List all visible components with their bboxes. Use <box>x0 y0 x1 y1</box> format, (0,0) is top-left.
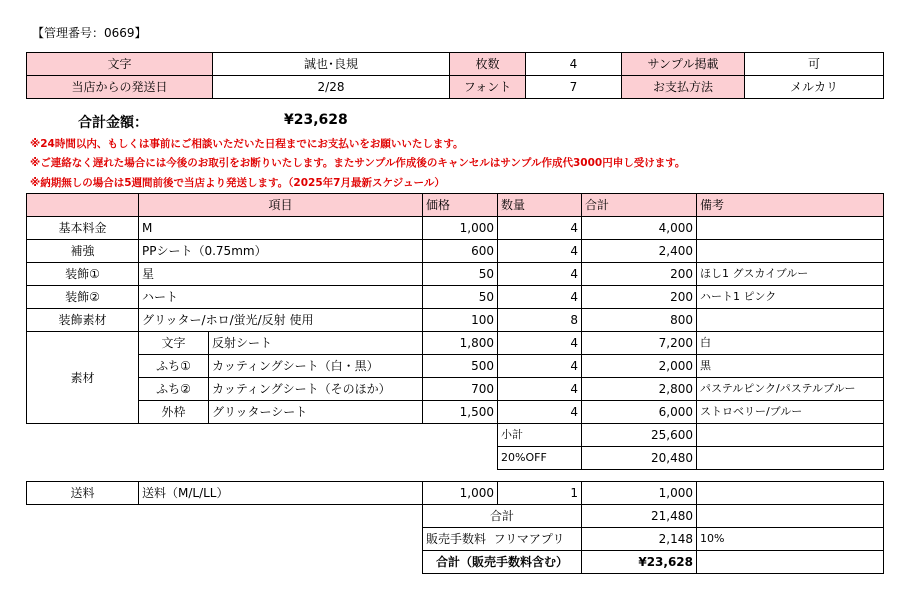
count-label: 枚数 <box>450 53 526 76</box>
header-item: 項目 <box>139 194 423 217</box>
table-row: ふち② カッティングシート（そのほか） 700 4 2,800 パステルピンク/パステルブルー <box>27 378 884 401</box>
fee-rate: 10% <box>697 528 884 551</box>
grand-total-label: 合計（販売手数料含む） <box>423 551 582 574</box>
subtotal-label: 小計 <box>498 424 582 447</box>
header-quantity: 数量 <box>498 194 582 217</box>
ship-date-value: 2/28 <box>213 76 450 99</box>
discount-row <box>27 447 884 470</box>
order-info-table <box>26 52 884 99</box>
discount-value: 20,480 <box>582 447 697 470</box>
management-number: 【管理番号：0669】 <box>32 26 147 40</box>
text-label: 文字 <box>27 53 213 76</box>
note-cancel: ※ご連絡なく遅れた場合には今後のお取引をお断りいたします。またサンプル作成後のキャンセルはサンプル作成代3000円申し受けます。 <box>30 157 686 169</box>
table-row: 装飾素材 グリッター/ホロ/蛍光/反射 使用 100 8 800 <box>27 309 884 332</box>
font-value: 7 <box>526 76 622 99</box>
fee-value: 2,148 <box>582 528 697 551</box>
material-label: 素材 <box>27 332 139 424</box>
table-row: 装飾① 星 50 4 200 ほし1 グスカイブルー <box>27 263 884 286</box>
sum-label: 合計 <box>423 505 582 528</box>
sample-value: 可 <box>745 53 884 76</box>
table-row: 素材 文字 反射シート 1,800 4 7,200 白 <box>27 332 884 355</box>
text-value: 誠也･良規 <box>213 53 450 76</box>
table-row: 基本料金 M 1,000 4 4,000 <box>27 217 884 240</box>
total-amount-label: 合計金額： <box>78 115 148 131</box>
fee-row <box>27 528 884 551</box>
discount-label: 20%OFF <box>498 447 582 470</box>
payment-value: メルカリ <box>745 76 884 99</box>
table-row: ふち① カッティングシート（白・黒） 500 4 2,000 黒 <box>27 355 884 378</box>
grand-total-value: ¥23,628 <box>582 551 697 574</box>
grand-total-row <box>27 551 884 574</box>
table-row: 外枠 グリッターシート 1,500 4 6,000 ストロベリー/ブルー <box>27 401 884 424</box>
fee-label: 販売手数料 <box>426 532 487 546</box>
sum-value: 21,480 <box>582 505 697 528</box>
price-table <box>26 193 884 470</box>
sample-label: サンプル掲載 <box>622 53 745 76</box>
shipping-row: 送料 送料（M/L/LL） 1,000 1 1,000 <box>27 482 884 505</box>
sum-row <box>27 505 884 528</box>
subtotal-value: 25,600 <box>582 424 697 447</box>
fee-platform: フリマアプリ <box>493 532 565 546</box>
ship-date-label: 当店からの発送日 <box>27 76 213 99</box>
table-row: 補強 PPシート（0.75mm） 600 4 2,400 <box>27 240 884 263</box>
total-amount-value: ¥23,628 <box>284 112 348 128</box>
note-payment: ※24時間以内、もしくは事前にご相談いただいた日程までにお支払いをお願いいたします。 <box>30 138 464 150</box>
font-label: フォント <box>450 76 526 99</box>
shipping-table <box>26 481 884 574</box>
subtotal-row <box>27 424 884 447</box>
header-total: 合計 <box>582 194 697 217</box>
count-value: 4 <box>526 53 622 76</box>
header-price: 価格 <box>423 194 498 217</box>
header-remarks: 備考 <box>697 194 884 217</box>
table-row: 装飾② ハート 50 4 200 ハート1 ピンク <box>27 286 884 309</box>
payment-label: お支払方法 <box>622 76 745 99</box>
note-delivery: ※納期無しの場合は5週間前後で当店より発送します。（2025年7月最新スケジュール） <box>30 177 445 189</box>
